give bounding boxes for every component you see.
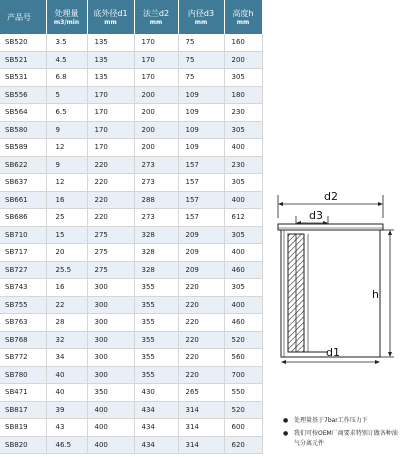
header-unit: m3/min — [53, 18, 80, 26]
cell-height: 400 — [224, 244, 262, 262]
header-model — [0, 0, 46, 34]
cell-height: 305 — [224, 174, 262, 192]
cell-bottom-diameter: 300 — [87, 296, 134, 314]
header-unit: mm — [236, 18, 250, 26]
cell-model: SB661 — [0, 191, 46, 209]
table-row — [0, 384, 262, 402]
cell-inner-diameter: 265 — [178, 384, 224, 402]
cell-model: SB622 — [0, 156, 46, 174]
cell-bottom-diameter: 350 — [87, 384, 134, 402]
table-row — [0, 209, 262, 227]
cell-flow: 5 — [46, 86, 87, 104]
table-row — [0, 349, 262, 367]
cell-height: 305 — [224, 69, 262, 87]
cell-bottom-diameter: 300 — [87, 279, 134, 297]
cell-flow: 25.5 — [46, 261, 87, 279]
note-text: 处理量基于7bar工作压力下 — [294, 417, 368, 424]
d2-dimension — [278, 190, 383, 218]
table-row — [0, 279, 262, 297]
cell-bottom-diameter: 220 — [87, 156, 134, 174]
table-row — [0, 419, 262, 437]
cell-height: 180 — [224, 86, 262, 104]
table-row — [0, 244, 262, 262]
cell-flange: 430 — [134, 384, 178, 402]
cell-flow: 12 — [46, 174, 87, 192]
cell-model: SB820 — [0, 436, 46, 454]
cell-height: 305 — [224, 279, 262, 297]
cell-inner-diameter: 220 — [178, 279, 224, 297]
cell-model: SB521 — [0, 51, 46, 69]
cell-inner-diameter: 220 — [178, 296, 224, 314]
cell-flange: 434 — [134, 419, 178, 437]
cell-flow: 3.5 — [46, 34, 87, 51]
header-unit: mm — [149, 18, 163, 26]
cell-inner-diameter: 314 — [178, 436, 224, 454]
cell-inner-diameter: 157 — [178, 174, 224, 192]
cell-flange: 170 — [134, 51, 178, 69]
cell-bottom-diameter: 170 — [87, 121, 134, 139]
cell-flow: 46.5 — [46, 436, 87, 454]
cell-model: SB531 — [0, 69, 46, 87]
cell-inner-diameter: 314 — [178, 419, 224, 437]
cell-inner-diameter: 157 — [178, 209, 224, 227]
cell-flow: 9 — [46, 156, 87, 174]
cell-flange: 355 — [134, 331, 178, 349]
cell-model: SB768 — [0, 331, 46, 349]
header-label: 产品号 — [7, 12, 31, 22]
cell-bottom-diameter: 220 — [87, 174, 134, 192]
cell-bottom-diameter: 400 — [87, 401, 134, 419]
cell-bottom-diameter: 300 — [87, 349, 134, 367]
cell-height: 460 — [224, 261, 262, 279]
cell-inner-diameter: 157 — [178, 191, 224, 209]
cell-height: 305 — [224, 226, 262, 244]
note-item — [283, 429, 400, 449]
table-row — [0, 174, 262, 192]
table-row — [0, 104, 262, 122]
cell-bottom-diameter: 400 — [87, 436, 134, 454]
cell-bottom-diameter: 275 — [87, 261, 134, 279]
notes — [283, 416, 400, 452]
header-label: 法兰d2 — [142, 8, 170, 18]
cell-inner-diameter: 209 — [178, 244, 224, 262]
table-row — [0, 121, 262, 139]
header-unit: mm — [194, 18, 208, 26]
flange — [278, 224, 383, 230]
cell-bottom-diameter: 135 — [87, 51, 134, 69]
cell-model: SB710 — [0, 226, 46, 244]
table-row — [0, 401, 262, 419]
cell-height: 230 — [224, 104, 262, 122]
cell-model: SB589 — [0, 139, 46, 157]
cell-flow: 22 — [46, 296, 87, 314]
cell-flange: 355 — [134, 314, 178, 332]
cell-model: SB817 — [0, 401, 46, 419]
cell-flow: 9 — [46, 121, 87, 139]
cell-height: 560 — [224, 349, 262, 367]
cell-bottom-diameter: 400 — [87, 419, 134, 437]
cell-bottom-diameter: 275 — [87, 244, 134, 262]
cell-inner-diameter: 220 — [178, 314, 224, 332]
header-height — [224, 0, 262, 34]
cell-flow: 20 — [46, 244, 87, 262]
cell-height: 160 — [224, 34, 262, 51]
table-row — [0, 86, 262, 104]
cell-height: 400 — [224, 296, 262, 314]
cell-inner-diameter: 314 — [178, 401, 224, 419]
d2-label: d2 — [324, 190, 338, 203]
cell-model: SB743 — [0, 279, 46, 297]
cell-model: SB819 — [0, 419, 46, 437]
cell-flange: 288 — [134, 191, 178, 209]
cell-inner-diameter: 209 — [178, 226, 224, 244]
cell-inner-diameter: 220 — [178, 349, 224, 367]
cell-model: SB686 — [0, 209, 46, 227]
cell-inner-diameter: 75 — [178, 34, 224, 51]
cell-flow: 43 — [46, 419, 87, 437]
cell-inner-diameter: 157 — [178, 156, 224, 174]
cell-flange: 170 — [134, 69, 178, 87]
cell-inner-diameter: 109 — [178, 139, 224, 157]
table-row — [0, 331, 262, 349]
cell-flow: 6.5 — [46, 104, 87, 122]
cell-flange: 170 — [134, 34, 178, 51]
note-item — [283, 416, 400, 426]
cell-height: 305 — [224, 121, 262, 139]
cell-bottom-diameter: 300 — [87, 314, 134, 332]
table-row — [0, 69, 262, 87]
cell-flange: 273 — [134, 156, 178, 174]
cell-flow: 25 — [46, 209, 87, 227]
d3-label: d3 — [309, 209, 323, 222]
cell-height: 400 — [224, 139, 262, 157]
cell-bottom-diameter: 135 — [87, 69, 134, 87]
table-header-row — [0, 0, 262, 34]
note-text: 我们可按OEM厂商要求特别订做各种油气分离元件 — [294, 430, 398, 447]
table-row — [0, 156, 262, 174]
cell-flange: 273 — [134, 209, 178, 227]
table-row — [0, 226, 262, 244]
cell-model: SB580 — [0, 121, 46, 139]
cell-bottom-diameter: 300 — [87, 366, 134, 384]
header-unit: mm — [104, 18, 117, 26]
cell-bottom-diameter: 220 — [87, 191, 134, 209]
table-row — [0, 261, 262, 279]
cell-flange: 434 — [134, 436, 178, 454]
cell-flange: 355 — [134, 349, 178, 367]
cell-inner-diameter: 220 — [178, 366, 224, 384]
cell-inner-diameter: 220 — [178, 331, 224, 349]
cell-flange: 200 — [134, 86, 178, 104]
cell-height: 700 — [224, 366, 262, 384]
table-row — [0, 366, 262, 384]
table-body — [0, 34, 262, 454]
cell-flow: 12 — [46, 139, 87, 157]
cell-height: 612 — [224, 209, 262, 227]
header-label: 内径d3 — [187, 8, 215, 18]
cell-model: SB564 — [0, 104, 46, 122]
cell-flow: 39 — [46, 401, 87, 419]
cell-flange: 355 — [134, 296, 178, 314]
header-flow — [46, 0, 87, 34]
cell-inner-diameter: 109 — [178, 86, 224, 104]
bullet-icon: ● — [283, 417, 289, 424]
header-label: 高度h — [232, 8, 254, 18]
cell-flange: 200 — [134, 139, 178, 157]
cell-flange: 328 — [134, 261, 178, 279]
table-row — [0, 139, 262, 157]
header-inner-diameter — [178, 0, 224, 34]
cell-bottom-diameter: 275 — [87, 226, 134, 244]
cell-height: 550 — [224, 384, 262, 402]
header-label: 底外径d1 — [93, 8, 128, 18]
cell-flange: 200 — [134, 104, 178, 122]
cell-flange: 200 — [134, 121, 178, 139]
cell-inner-diameter: 109 — [178, 121, 224, 139]
cell-model: SB780 — [0, 366, 46, 384]
cell-model: SB717 — [0, 244, 46, 262]
cell-flow: 40 — [46, 384, 87, 402]
cell-flange: 434 — [134, 401, 178, 419]
cell-model: SB556 — [0, 86, 46, 104]
cell-bottom-diameter: 300 — [87, 331, 134, 349]
cell-model: SB755 — [0, 296, 46, 314]
header-label: 处理量 — [54, 8, 79, 18]
cell-flow: 34 — [46, 349, 87, 367]
cell-flow: 15 — [46, 226, 87, 244]
cell-flange: 355 — [134, 366, 178, 384]
cell-model: SB763 — [0, 314, 46, 332]
filter-element-drawing — [268, 188, 396, 368]
cell-flange: 328 — [134, 226, 178, 244]
cell-height: 230 — [224, 156, 262, 174]
h-label: h — [372, 288, 379, 301]
cell-flange: 355 — [134, 279, 178, 297]
cell-flow: 4.5 — [46, 51, 87, 69]
cell-height: 460 — [224, 314, 262, 332]
cell-bottom-diameter: 170 — [87, 104, 134, 122]
cell-height: 400 — [224, 191, 262, 209]
cell-bottom-diameter: 170 — [87, 86, 134, 104]
cell-inner-diameter: 75 — [178, 51, 224, 69]
table-row — [0, 314, 262, 332]
cell-bottom-diameter: 135 — [87, 34, 134, 51]
cell-flow: 40 — [46, 366, 87, 384]
cell-height: 620 — [224, 436, 262, 454]
cell-bottom-diameter: 220 — [87, 209, 134, 227]
table-row — [0, 34, 262, 51]
cell-flow: 6.8 — [46, 69, 87, 87]
cell-flow: 16 — [46, 279, 87, 297]
cell-height: 200 — [224, 51, 262, 69]
cell-model: SB727 — [0, 261, 46, 279]
cell-inner-diameter: 109 — [178, 104, 224, 122]
table-row — [0, 296, 262, 314]
cell-inner-diameter: 209 — [178, 261, 224, 279]
cell-inner-diameter: 75 — [178, 69, 224, 87]
cell-flow: 28 — [46, 314, 87, 332]
table-row — [0, 51, 262, 69]
cell-bottom-diameter: 170 — [87, 139, 134, 157]
cell-flange: 273 — [134, 174, 178, 192]
bullet-icon: ● — [283, 430, 289, 437]
cell-model: SB520 — [0, 34, 46, 51]
cell-flow: 32 — [46, 331, 87, 349]
cell-height: 520 — [224, 331, 262, 349]
table-row — [0, 436, 262, 454]
cell-flow: 16 — [46, 191, 87, 209]
cell-flange: 328 — [134, 244, 178, 262]
cell-height: 520 — [224, 401, 262, 419]
d1-label: d1 — [326, 346, 340, 359]
cell-height: 600 — [224, 419, 262, 437]
cell-model: SB772 — [0, 349, 46, 367]
table-row — [0, 191, 262, 209]
cell-model: SB637 — [0, 174, 46, 192]
header-bottom-diameter — [87, 0, 134, 34]
header-flange — [134, 0, 178, 34]
cell-model: SB471 — [0, 384, 46, 402]
